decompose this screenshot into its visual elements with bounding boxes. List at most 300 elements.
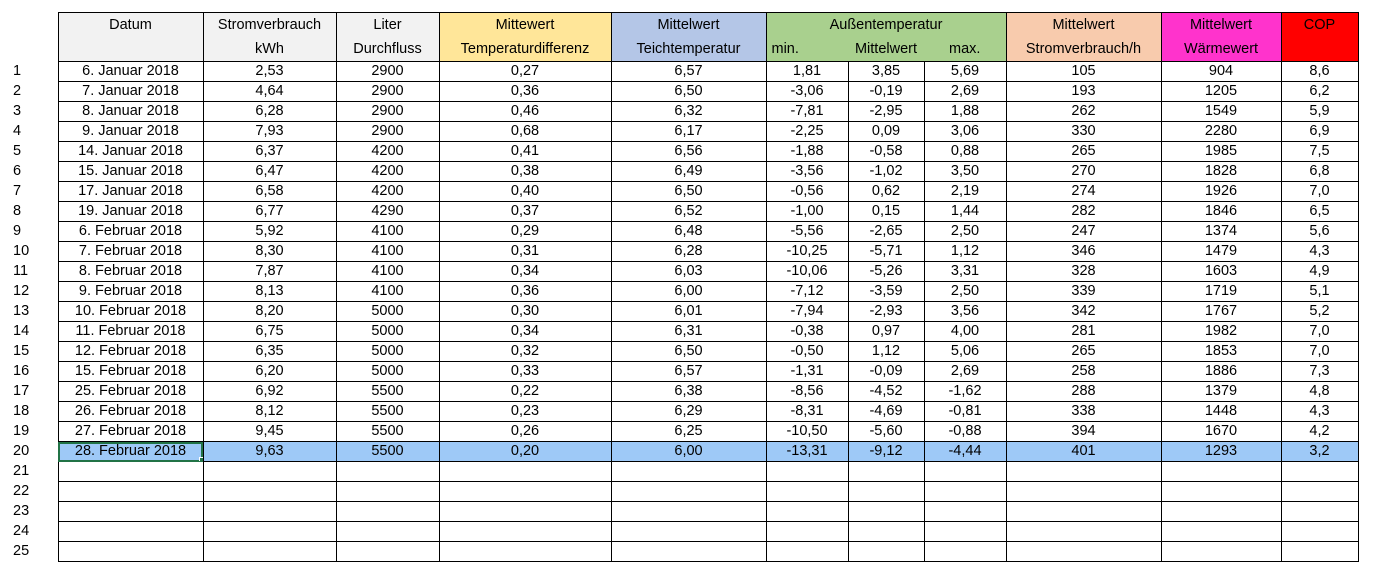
cell-waerme[interactable]: 1293	[1161, 442, 1281, 462]
cell-aussen-max[interactable]: 2,69	[924, 362, 1006, 382]
cell-aussen-mittel[interactable]: 0,15	[848, 202, 924, 222]
cell-stromh[interactable]: 281	[1006, 322, 1161, 342]
cell-cop[interactable]: 7,0	[1281, 322, 1358, 342]
cell-liter[interactable]: 4200	[336, 142, 439, 162]
row-number[interactable]: 11	[13, 263, 29, 279]
cell-teich[interactable]: 6,57	[611, 362, 766, 382]
cell-datum[interactable]: 9. Januar 2018	[58, 122, 203, 142]
cell-aussen-max[interactable]: 2,19	[924, 182, 1006, 202]
cell-liter[interactable]: 4100	[336, 262, 439, 282]
cell-aussen-mittel[interactable]: -4,69	[848, 402, 924, 422]
empty-cell[interactable]	[439, 482, 611, 502]
cell-tdiff[interactable]: 0,23	[439, 402, 611, 422]
cell-aussen-min[interactable]: -10,06	[766, 262, 848, 282]
cell-tdiff[interactable]: 0,37	[439, 202, 611, 222]
cell-aussen-min[interactable]: 1,81	[766, 62, 848, 82]
cell-liter[interactable]: 5000	[336, 302, 439, 322]
cell-cop[interactable]: 6,2	[1281, 82, 1358, 102]
cell-datum[interactable]: 26. Februar 2018	[58, 402, 203, 422]
empty-cell[interactable]	[1161, 462, 1281, 482]
cell-waerme[interactable]: 1670	[1161, 422, 1281, 442]
cell-waerme[interactable]: 1448	[1161, 402, 1281, 422]
empty-cell[interactable]	[1281, 542, 1358, 562]
empty-cell[interactable]	[766, 502, 848, 522]
header-aussen-mittel[interactable]: Mittelwert	[848, 37, 924, 62]
cell-stromh[interactable]: 265	[1006, 342, 1161, 362]
row-number[interactable]: 6	[13, 163, 22, 179]
cell-strom[interactable]: 2,53	[203, 62, 336, 82]
empty-cell[interactable]	[924, 462, 1006, 482]
header-strom-unit[interactable]: kWh	[203, 37, 336, 62]
header-liter[interactable]: Liter	[336, 13, 439, 38]
empty-cell[interactable]	[336, 522, 439, 542]
empty-cell[interactable]	[611, 542, 766, 562]
empty-cell[interactable]	[439, 522, 611, 542]
header-teich[interactable]: Mittelwert	[611, 13, 766, 38]
cell-datum[interactable]: 10. Februar 2018	[58, 302, 203, 322]
row-number[interactable]: 21	[13, 463, 30, 479]
cell-aussen-max[interactable]: 5,69	[924, 62, 1006, 82]
empty-cell[interactable]	[611, 522, 766, 542]
cell-aussen-max[interactable]: -0,88	[924, 422, 1006, 442]
row-number[interactable]: 23	[13, 503, 30, 519]
cell-waerme[interactable]: 1982	[1161, 322, 1281, 342]
cell-datum[interactable]: 15. Februar 2018	[58, 362, 203, 382]
cell-aussen-max[interactable]: 2,50	[924, 222, 1006, 242]
cell-tdiff[interactable]: 0,22	[439, 382, 611, 402]
cell-tdiff[interactable]: 0,20	[439, 442, 611, 462]
cell-aussen-min[interactable]: -2,25	[766, 122, 848, 142]
cell-tdiff[interactable]: 0,27	[439, 62, 611, 82]
row-number[interactable]: 22	[13, 483, 30, 499]
cell-tdiff[interactable]: 0,41	[439, 142, 611, 162]
cell-strom[interactable]: 8,30	[203, 242, 336, 262]
row-number[interactable]: 12	[13, 283, 30, 299]
cell-aussen-min[interactable]: -1,00	[766, 202, 848, 222]
cell-teich[interactable]: 6,49	[611, 162, 766, 182]
cell-aussen-mittel[interactable]: -2,65	[848, 222, 924, 242]
row-number[interactable]: 14	[13, 323, 30, 339]
cell-stromh[interactable]: 265	[1006, 142, 1161, 162]
empty-cell[interactable]	[1281, 462, 1358, 482]
cell-aussen-max[interactable]: 4,00	[924, 322, 1006, 342]
cell-stromh[interactable]: 105	[1006, 62, 1161, 82]
cell-teich[interactable]: 6,57	[611, 62, 766, 82]
row-number[interactable]: 16	[13, 363, 30, 379]
cell-aussen-max[interactable]: 3,06	[924, 122, 1006, 142]
cell-aussen-max[interactable]: -4,44	[924, 442, 1006, 462]
cell-tdiff[interactable]: 0,32	[439, 342, 611, 362]
cell-teich[interactable]: 6,17	[611, 122, 766, 142]
header-aussen-max[interactable]: max.	[924, 37, 1006, 62]
cell-strom[interactable]: 9,45	[203, 422, 336, 442]
cell-aussen-mittel[interactable]: -0,19	[848, 82, 924, 102]
cell-cop[interactable]: 8,6	[1281, 62, 1358, 82]
empty-cell[interactable]	[924, 482, 1006, 502]
cell-strom[interactable]: 7,93	[203, 122, 336, 142]
cell-stromh[interactable]: 288	[1006, 382, 1161, 402]
cell-waerme[interactable]: 1853	[1161, 342, 1281, 362]
cell-aussen-min[interactable]: -3,56	[766, 162, 848, 182]
cell-aussen-min[interactable]: -7,12	[766, 282, 848, 302]
cell-aussen-max[interactable]: 0,88	[924, 142, 1006, 162]
cell-cop[interactable]: 7,3	[1281, 362, 1358, 382]
cell-strom[interactable]: 4,64	[203, 82, 336, 102]
cell-cop[interactable]: 6,9	[1281, 122, 1358, 142]
empty-cell[interactable]	[1281, 522, 1358, 542]
cell-liter[interactable]: 5500	[336, 442, 439, 462]
cell-liter[interactable]: 4290	[336, 202, 439, 222]
cell-aussen-mittel[interactable]: -0,58	[848, 142, 924, 162]
cell-waerme[interactable]: 1374	[1161, 222, 1281, 242]
cell-strom[interactable]: 6,28	[203, 102, 336, 122]
cell-aussen-min[interactable]: -8,56	[766, 382, 848, 402]
row-number[interactable]: 5	[13, 143, 22, 159]
cell-tdiff[interactable]: 0,46	[439, 102, 611, 122]
empty-cell[interactable]	[439, 542, 611, 562]
row-number[interactable]: 18	[13, 403, 30, 419]
cell-tdiff[interactable]: 0,36	[439, 82, 611, 102]
cell-aussen-mittel[interactable]: -5,71	[848, 242, 924, 262]
cell-aussen-max[interactable]: 1,88	[924, 102, 1006, 122]
cell-aussen-min[interactable]: -10,25	[766, 242, 848, 262]
cell-cop[interactable]: 7,5	[1281, 142, 1358, 162]
empty-cell[interactable]	[1161, 502, 1281, 522]
row-number[interactable]: 4	[13, 123, 22, 139]
cell-cop[interactable]: 6,8	[1281, 162, 1358, 182]
cell-aussen-mittel[interactable]: -5,60	[848, 422, 924, 442]
cell-waerme[interactable]: 1549	[1161, 102, 1281, 122]
cell-stromh[interactable]: 401	[1006, 442, 1161, 462]
row-number[interactable]: 8	[13, 203, 22, 219]
empty-cell[interactable]	[1161, 542, 1281, 562]
cell-datum[interactable]: 7. Januar 2018	[58, 82, 203, 102]
cell-aussen-min[interactable]: -1,88	[766, 142, 848, 162]
cell-waerme[interactable]: 904	[1161, 62, 1281, 82]
empty-cell[interactable]	[439, 462, 611, 482]
cell-stromh[interactable]: 342	[1006, 302, 1161, 322]
cell-teich[interactable]: 6,50	[611, 182, 766, 202]
empty-cell[interactable]	[1006, 482, 1161, 502]
empty-cell[interactable]	[1161, 482, 1281, 502]
cell-waerme[interactable]: 1205	[1161, 82, 1281, 102]
header-aussen-min[interactable]: min.	[766, 37, 848, 62]
row-number[interactable]: 2	[13, 83, 22, 99]
cell-datum[interactable]: 12. Februar 2018	[58, 342, 203, 362]
cell-cop[interactable]: 7,0	[1281, 342, 1358, 362]
empty-cell[interactable]	[766, 462, 848, 482]
header-waerme-unit[interactable]: Wärmewert	[1161, 37, 1281, 62]
cell-tdiff[interactable]: 0,26	[439, 422, 611, 442]
cell-liter[interactable]: 4200	[336, 162, 439, 182]
empty-cell[interactable]	[1006, 462, 1161, 482]
cell-teich[interactable]: 6,00	[611, 442, 766, 462]
cell-aussen-mittel[interactable]: -5,26	[848, 262, 924, 282]
cell-waerme[interactable]: 1926	[1161, 182, 1281, 202]
empty-cell[interactable]	[58, 482, 203, 502]
cell-liter[interactable]: 5000	[336, 322, 439, 342]
cell-aussen-max[interactable]: -0,81	[924, 402, 1006, 422]
cell-aussen-max[interactable]: 1,12	[924, 242, 1006, 262]
cell-waerme[interactable]: 1886	[1161, 362, 1281, 382]
empty-cell[interactable]	[611, 462, 766, 482]
cell-aussen-mittel[interactable]: -3,59	[848, 282, 924, 302]
cell-aussen-min[interactable]: -1,31	[766, 362, 848, 382]
cell-stromh[interactable]: 394	[1006, 422, 1161, 442]
cell-aussen-min[interactable]: -7,81	[766, 102, 848, 122]
cell-tdiff[interactable]: 0,68	[439, 122, 611, 142]
empty-cell[interactable]	[1006, 522, 1161, 542]
cell-strom[interactable]: 6,77	[203, 202, 336, 222]
cell-aussen-mittel[interactable]: -2,95	[848, 102, 924, 122]
cell-tdiff[interactable]: 0,31	[439, 242, 611, 262]
cell-cop[interactable]: 3,2	[1281, 442, 1358, 462]
header-datum-sub[interactable]	[58, 37, 203, 62]
row-number[interactable]: 3	[13, 103, 22, 119]
cell-aussen-min[interactable]: -8,31	[766, 402, 848, 422]
cell-aussen-max[interactable]: 3,56	[924, 302, 1006, 322]
empty-cell[interactable]	[924, 542, 1006, 562]
cell-waerme[interactable]: 1719	[1161, 282, 1281, 302]
cell-datum[interactable]: 28. Februar 2018	[58, 442, 203, 462]
cell-tdiff[interactable]: 0,34	[439, 262, 611, 282]
cell-liter[interactable]: 2900	[336, 82, 439, 102]
cell-datum[interactable]: 19. Januar 2018	[58, 202, 203, 222]
cell-liter[interactable]: 4200	[336, 182, 439, 202]
header-stromh[interactable]: Mittelwert	[1006, 13, 1161, 38]
row-number[interactable]: 15	[13, 343, 30, 359]
row-number[interactable]: 10	[13, 243, 30, 259]
empty-cell[interactable]	[766, 522, 848, 542]
cell-tdiff[interactable]: 0,38	[439, 162, 611, 182]
cell-liter[interactable]: 4100	[336, 222, 439, 242]
empty-cell[interactable]	[336, 462, 439, 482]
empty-cell[interactable]	[1006, 542, 1161, 562]
cell-aussen-max[interactable]: 3,50	[924, 162, 1006, 182]
header-tdiff[interactable]: Mittewert	[439, 13, 611, 38]
empty-cell[interactable]	[58, 502, 203, 522]
cell-datum[interactable]: 8. Februar 2018	[58, 262, 203, 282]
header-waerme[interactable]: Mittelwert	[1161, 13, 1281, 38]
row-number[interactable]: 25	[13, 543, 30, 559]
cell-tdiff[interactable]: 0,29	[439, 222, 611, 242]
empty-cell[interactable]	[924, 502, 1006, 522]
cell-datum[interactable]: 14. Januar 2018	[58, 142, 203, 162]
header-tdiff-unit[interactable]: Temperaturdifferenz	[439, 37, 611, 62]
empty-cell[interactable]	[58, 462, 203, 482]
cell-datum[interactable]: 11. Februar 2018	[58, 322, 203, 342]
cell-liter[interactable]: 5500	[336, 382, 439, 402]
cell-aussen-min[interactable]: -13,31	[766, 442, 848, 462]
cell-liter[interactable]: 2900	[336, 62, 439, 82]
row-number[interactable]: 1	[13, 63, 22, 79]
cell-waerme[interactable]: 1767	[1161, 302, 1281, 322]
cell-datum[interactable]: 17. Januar 2018	[58, 182, 203, 202]
cell-waerme[interactable]: 1846	[1161, 202, 1281, 222]
cell-datum[interactable]: 8. Januar 2018	[58, 102, 203, 122]
cell-waerme[interactable]: 1603	[1161, 262, 1281, 282]
cell-datum[interactable]: 25. Februar 2018	[58, 382, 203, 402]
cell-liter[interactable]: 5500	[336, 402, 439, 422]
cell-aussen-mittel[interactable]: -1,02	[848, 162, 924, 182]
cell-datum[interactable]: 27. Februar 2018	[58, 422, 203, 442]
header-stromh-unit[interactable]: Stromverbrauch/h	[1006, 37, 1161, 62]
cell-teich[interactable]: 6,29	[611, 402, 766, 422]
cell-teich[interactable]: 6,01	[611, 302, 766, 322]
cell-strom[interactable]: 6,35	[203, 342, 336, 362]
empty-cell[interactable]	[203, 522, 336, 542]
empty-cell[interactable]	[848, 542, 924, 562]
row-number[interactable]: 19	[13, 423, 30, 439]
cell-datum[interactable]: 6. Januar 2018	[58, 62, 203, 82]
cell-liter[interactable]: 5500	[336, 422, 439, 442]
cell-strom[interactable]: 6,92	[203, 382, 336, 402]
cell-liter[interactable]: 5000	[336, 362, 439, 382]
cell-teich[interactable]: 6,50	[611, 342, 766, 362]
empty-cell[interactable]	[848, 482, 924, 502]
cell-liter[interactable]: 5000	[336, 342, 439, 362]
cell-teich[interactable]: 6,56	[611, 142, 766, 162]
row-number[interactable]: 17	[13, 383, 30, 399]
cell-aussen-mittel[interactable]: 0,97	[848, 322, 924, 342]
empty-cell[interactable]	[1281, 482, 1358, 502]
cell-cop[interactable]: 5,1	[1281, 282, 1358, 302]
cell-stromh[interactable]: 262	[1006, 102, 1161, 122]
cell-liter[interactable]: 4100	[336, 242, 439, 262]
empty-cell[interactable]	[766, 542, 848, 562]
cell-stromh[interactable]: 193	[1006, 82, 1161, 102]
header-datum[interactable]: Datum	[58, 13, 203, 38]
cell-stromh[interactable]: 330	[1006, 122, 1161, 142]
header-liter-unit[interactable]: Durchfluss	[336, 37, 439, 62]
cell-waerme[interactable]: 2280	[1161, 122, 1281, 142]
cell-aussen-max[interactable]: 2,50	[924, 282, 1006, 302]
cell-teich[interactable]: 6,38	[611, 382, 766, 402]
header-teich-unit[interactable]: Teichtemperatur	[611, 37, 766, 62]
cell-aussen-min[interactable]: -0,56	[766, 182, 848, 202]
cell-teich[interactable]: 6,28	[611, 242, 766, 262]
cell-aussen-mittel[interactable]: -4,52	[848, 382, 924, 402]
cell-aussen-mittel[interactable]: 1,12	[848, 342, 924, 362]
cell-teich[interactable]: 6,32	[611, 102, 766, 122]
cell-tdiff[interactable]: 0,30	[439, 302, 611, 322]
cell-stromh[interactable]: 346	[1006, 242, 1161, 262]
cell-strom[interactable]: 6,37	[203, 142, 336, 162]
cell-aussen-max[interactable]: -1,62	[924, 382, 1006, 402]
cell-cop[interactable]: 4,3	[1281, 402, 1358, 422]
cell-stromh[interactable]: 282	[1006, 202, 1161, 222]
cell-strom[interactable]: 6,20	[203, 362, 336, 382]
empty-cell[interactable]	[336, 482, 439, 502]
empty-cell[interactable]	[848, 522, 924, 542]
cell-aussen-min[interactable]: -7,94	[766, 302, 848, 322]
cell-aussen-min[interactable]: -0,38	[766, 322, 848, 342]
cell-datum[interactable]: 7. Februar 2018	[58, 242, 203, 262]
cell-strom[interactable]: 9,63	[203, 442, 336, 462]
header-cop[interactable]: COP	[1281, 13, 1358, 38]
cell-liter[interactable]: 2900	[336, 122, 439, 142]
cell-stromh[interactable]: 338	[1006, 402, 1161, 422]
empty-cell[interactable]	[1161, 522, 1281, 542]
cell-tdiff[interactable]: 0,33	[439, 362, 611, 382]
cell-cop[interactable]: 4,9	[1281, 262, 1358, 282]
cell-strom[interactable]: 8,12	[203, 402, 336, 422]
cell-strom[interactable]: 7,87	[203, 262, 336, 282]
cell-teich[interactable]: 6,25	[611, 422, 766, 442]
cell-stromh[interactable]: 339	[1006, 282, 1161, 302]
cell-cop[interactable]: 6,5	[1281, 202, 1358, 222]
cell-teich[interactable]: 6,03	[611, 262, 766, 282]
empty-cell[interactable]	[1281, 502, 1358, 522]
cell-tdiff[interactable]: 0,36	[439, 282, 611, 302]
cell-teich[interactable]: 6,31	[611, 322, 766, 342]
cell-aussen-mittel[interactable]: -0,09	[848, 362, 924, 382]
cell-teich[interactable]: 6,50	[611, 82, 766, 102]
cell-datum[interactable]: 15. Januar 2018	[58, 162, 203, 182]
empty-cell[interactable]	[203, 502, 336, 522]
empty-cell[interactable]	[58, 522, 203, 542]
cell-cop[interactable]: 4,3	[1281, 242, 1358, 262]
empty-cell[interactable]	[203, 462, 336, 482]
empty-cell[interactable]	[336, 502, 439, 522]
cell-teich[interactable]: 6,00	[611, 282, 766, 302]
cell-strom[interactable]: 6,47	[203, 162, 336, 182]
header-aussen[interactable]: Außentemperatur	[766, 13, 1006, 38]
cell-strom[interactable]: 8,13	[203, 282, 336, 302]
cell-aussen-min[interactable]: -5,56	[766, 222, 848, 242]
cell-aussen-mittel[interactable]: 0,09	[848, 122, 924, 142]
empty-cell[interactable]	[848, 462, 924, 482]
cell-stromh[interactable]: 270	[1006, 162, 1161, 182]
header-cop-sub[interactable]	[1281, 37, 1358, 62]
cell-aussen-max[interactable]: 2,69	[924, 82, 1006, 102]
cell-teich[interactable]: 6,52	[611, 202, 766, 222]
cell-waerme[interactable]: 1985	[1161, 142, 1281, 162]
cell-cop[interactable]: 4,8	[1281, 382, 1358, 402]
cell-strom[interactable]: 8,20	[203, 302, 336, 322]
cell-aussen-max[interactable]: 3,31	[924, 262, 1006, 282]
cell-waerme[interactable]: 1479	[1161, 242, 1281, 262]
cell-stromh[interactable]: 258	[1006, 362, 1161, 382]
cell-stromh[interactable]: 274	[1006, 182, 1161, 202]
cell-cop[interactable]: 5,6	[1281, 222, 1358, 242]
empty-cell[interactable]	[611, 482, 766, 502]
empty-cell[interactable]	[611, 502, 766, 522]
cell-aussen-min[interactable]: -3,06	[766, 82, 848, 102]
empty-cell[interactable]	[203, 542, 336, 562]
cell-liter[interactable]: 4100	[336, 282, 439, 302]
cell-aussen-mittel[interactable]: 0,62	[848, 182, 924, 202]
cell-cop[interactable]: 4,2	[1281, 422, 1358, 442]
row-number[interactable]: 24	[13, 523, 30, 539]
cell-cop[interactable]: 5,9	[1281, 102, 1358, 122]
empty-cell[interactable]	[848, 502, 924, 522]
cell-aussen-mittel[interactable]: -2,93	[848, 302, 924, 322]
empty-cell[interactable]	[58, 542, 203, 562]
row-number[interactable]: 7	[13, 183, 22, 199]
cell-waerme[interactable]: 1828	[1161, 162, 1281, 182]
row-number[interactable]: 20	[13, 443, 30, 459]
empty-cell[interactable]	[203, 482, 336, 502]
cell-cop[interactable]: 5,2	[1281, 302, 1358, 322]
header-strom[interactable]: Stromverbrauch	[203, 13, 336, 38]
cell-cop[interactable]: 7,0	[1281, 182, 1358, 202]
cell-aussen-min[interactable]: -0,50	[766, 342, 848, 362]
cell-aussen-max[interactable]: 5,06	[924, 342, 1006, 362]
cell-strom[interactable]: 6,75	[203, 322, 336, 342]
cell-strom[interactable]: 6,58	[203, 182, 336, 202]
cell-aussen-mittel[interactable]: -9,12	[848, 442, 924, 462]
